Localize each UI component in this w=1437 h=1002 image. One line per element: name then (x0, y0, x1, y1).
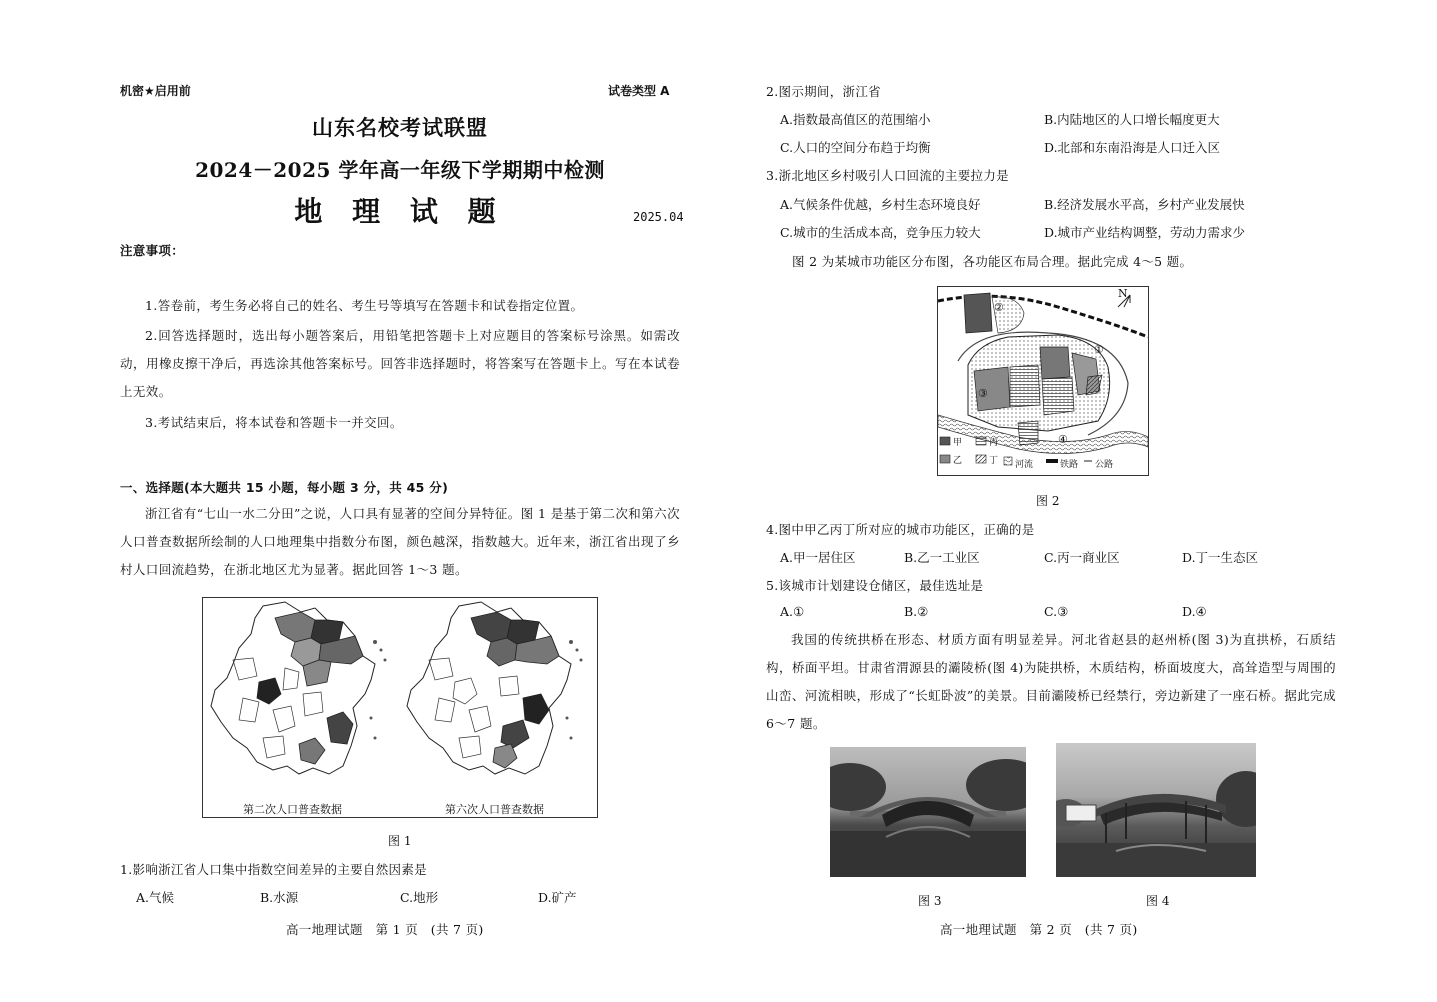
q5-option-c: C.③ (1044, 604, 1069, 619)
fig2-marker-1: ① (1094, 343, 1104, 356)
confidential-mark: 机密★启用前 (120, 84, 191, 98)
fig2-intro: 图 2 为某城市功能区分布图，各功能区布局合理。据此完成 4～5 题。 (792, 254, 1193, 269)
figure-4-baling-bridge-photo (1056, 743, 1256, 877)
notice-item-2: 2.回答选择题时，选出每小题答案后，用铅笔把答题卡上对应题目的答案标号涂黑。如需改动，用橡皮擦干净后，再选涂其他答案标号。回答非选择题时，将答案写在答题卡上。写在本试卷上无效。 (120, 328, 680, 399)
q2-stem: 2.图示期间，浙江省 (766, 84, 881, 99)
paper-type: 试卷类型 A (608, 84, 670, 98)
left-page (0, 0, 718, 1002)
q4-option-a: A.甲一居住区 (780, 550, 856, 565)
q1-option-a: A.气候 (136, 890, 175, 905)
bridge-paragraph: 我国的传统拱桥在形态、材质方面有明显差异。河北省赵县的赵州桥(图 3)为直拱桥，石质结构，桥面平坦。甘肃省渭源县的灞陵桥(图 4)为陡拱桥，木质结构，桥面坡度大，高耸造型与周围的山峦、河流相映，形成了“长虹卧波”的美景。目前灞陵桥已经禁行，旁边新建了一座石桥。据此完成 6～7 题。 (766, 632, 1336, 731)
figure-1-maps (202, 597, 598, 818)
q5-option-b: B.② (904, 604, 929, 619)
q2-option-c: C.人口的空间分布趋于均衡 (780, 140, 931, 155)
fig3-caption: 图 3 (918, 894, 942, 908)
q4-stem: 4.图中甲乙丙丁所对应的城市功能区，正确的是 (766, 522, 1035, 537)
q3-option-c: C.城市的生活成本高，竞争压力较大 (780, 225, 981, 240)
legend-river: 河流 (1015, 460, 1034, 470)
fig4-caption: 图 4 (1146, 894, 1170, 908)
legend-jia: 甲 (953, 438, 963, 448)
legend-highway: 公路 (1095, 460, 1114, 470)
q5-stem: 5.该城市计划建设仓储区，最佳选址是 (766, 578, 984, 593)
fig1-label-sixth-census: 第六次人口普查数据 (445, 803, 544, 816)
right-page (718, 0, 1437, 1002)
q3-option-d: D.城市产业结构调整，劳动力需求少 (1044, 225, 1246, 240)
fig2-marker-2: ② (994, 301, 1004, 314)
right-page-footer: 高一地理试题 第 2 页 (共 7 页) (940, 922, 1138, 937)
exam-date: 2025.04 (633, 210, 684, 224)
district-bing (1010, 365, 1040, 407)
notice-item-1: 1.答卷前，考生务必将自己的姓名、考生号等填写在答题卡和试卷指定位置。 (145, 298, 584, 313)
figure-2-city-map (937, 286, 1149, 476)
title-exam: 2024－2025 学年高一年级下学期期中检测 (195, 158, 605, 182)
fig2-marker-3: ③ (978, 387, 988, 400)
q1-option-b: B.水源 (260, 890, 299, 905)
section-heading: 一、选择题(本大题共 15 小题，每小题 3 分，共 45 分) (120, 480, 449, 495)
q3-option-a: A.气候条件优越，乡村生态环境良好 (780, 197, 981, 212)
city-function-map (938, 287, 1148, 475)
legend-railway: 铁路 (1060, 460, 1079, 470)
q4-option-c: C.丙一商业区 (1044, 550, 1120, 565)
q4-option-b: B.乙一工业区 (904, 550, 980, 565)
title-subject: 地 理 试 题 (294, 195, 506, 228)
legend-ding: 丁 (989, 456, 999, 466)
figure-3-zhaozhou-bridge-photo (830, 747, 1026, 877)
intro-paragraph: 浙江省有“七山一水二分田”之说，人口具有显著的空间分异特征。图 1 是基于第二次和第六次人口普查数据所绘制的人口地理集中指数分布图，颜色越深，指数越大。近年来，浙江省出现了乡村人口回流趋势，在浙北地区尤为显著。据此回答 1～3 题。 (120, 506, 680, 577)
district-jia-north (964, 293, 992, 333)
q2-option-a: A.指数最高值区的范围缩小 (780, 112, 931, 127)
notice-item-3: 3.考试结束后，将本试卷和答题卡一并交回。 (145, 415, 403, 430)
q1-option-c: C.地形 (400, 890, 439, 905)
fig1-label-second-census: 第二次人口普查数据 (243, 803, 342, 816)
q5-option-d: D.④ (1182, 604, 1207, 619)
q2-option-d: D.北部和东南沿海是人口迁入区 (1044, 140, 1221, 155)
legend-yi: 乙 (953, 456, 963, 466)
q4-option-d: D.丁一生态区 (1182, 550, 1259, 565)
q2-option-b: B.内陆地区的人口增长幅度更大 (1044, 112, 1220, 127)
q1-option-d: D.矿产 (538, 890, 577, 905)
q1-stem: 1.影响浙江省人口集中指数空间差异的主要自然因素是 (120, 862, 427, 877)
fig2-north-label: N (1118, 287, 1128, 300)
map-second-census (211, 602, 387, 774)
q3-stem: 3.浙北地区乡村吸引人口回流的主要拉力是 (766, 168, 1009, 183)
title-org: 山东名校考试联盟 (312, 115, 488, 140)
legend-bing: 丙 (989, 438, 999, 448)
zhejiang-population-maps (203, 598, 597, 817)
q5-option-a: A.① (780, 604, 805, 619)
map-sixth-census (407, 602, 583, 774)
fig1-caption: 图 1 (388, 834, 412, 848)
left-page-footer: 高一地理试题 第 1 页 (共 7 页) (286, 922, 484, 937)
fig2-marker-4: ④ (1058, 433, 1068, 446)
notice-heading: 注意事项： (120, 243, 185, 258)
fig2-caption: 图 2 (1036, 494, 1060, 508)
q3-option-b: B.经济发展水平高，乡村产业发展快 (1044, 197, 1245, 212)
